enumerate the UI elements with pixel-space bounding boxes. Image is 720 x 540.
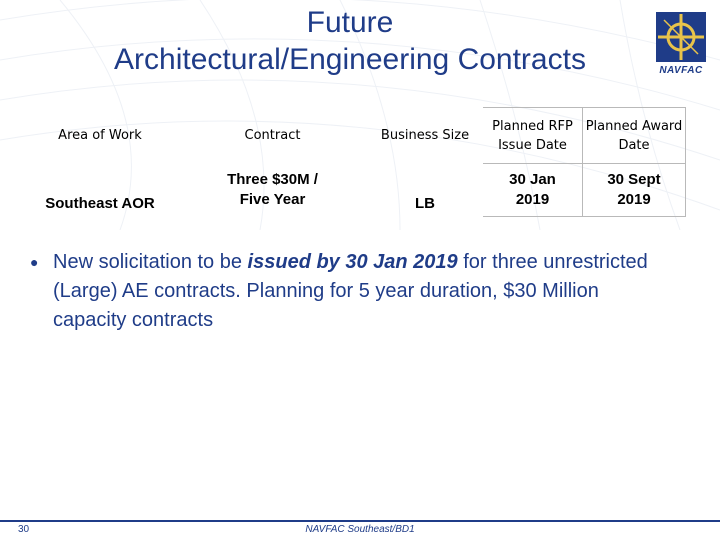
page-number: 30 (18, 524, 30, 535)
table-row (23, 164, 686, 217)
header-area-of-work: Area of Work (58, 128, 142, 143)
bullet-text (53, 248, 673, 335)
bullet-dot-icon: ● (30, 254, 39, 270)
footer-text: NAVFAC Southeast/BD1 (305, 524, 415, 535)
logo-emblem (656, 12, 706, 62)
title-line-1: Future (306, 6, 394, 39)
table-header-row (23, 108, 686, 164)
cell-contract (178, 164, 368, 217)
cell-award-date (583, 164, 686, 217)
navfac-logo (652, 12, 710, 80)
contracts-table (22, 107, 686, 217)
footer-divider (0, 520, 720, 522)
rfp-date-text: 30 Jan 2019 (509, 171, 556, 208)
bullet-text-before: New solicitation to be (53, 251, 248, 273)
crosshair-icon (656, 12, 706, 62)
cell-rfp-date (483, 164, 583, 217)
cell-business-size: LB (415, 195, 435, 212)
bullet-text-after: for three unrestricted (Large) AE contracts. Planning for 5 year duration, $30 Million capacity contracts (53, 251, 648, 331)
logo-text: NAVFAC (659, 65, 703, 76)
title-line-2: Architectural/Engineering Contracts (114, 43, 586, 76)
slide-title (40, 4, 660, 78)
cell-area: Southeast AOR (45, 195, 155, 212)
contract-text: Three $30M / Five Year (227, 171, 318, 208)
header-rfp-issue-date: Planned RFP Issue Date (483, 108, 583, 164)
header-award-date: Planned Award Date (583, 108, 686, 164)
award-date-text: 30 Sept 2019 (607, 171, 661, 208)
bullet-emphasis: issued by 30 Jan 2019 (247, 251, 458, 273)
header-business-size: Business Size (380, 128, 470, 143)
header-contract: Contract (244, 128, 301, 143)
